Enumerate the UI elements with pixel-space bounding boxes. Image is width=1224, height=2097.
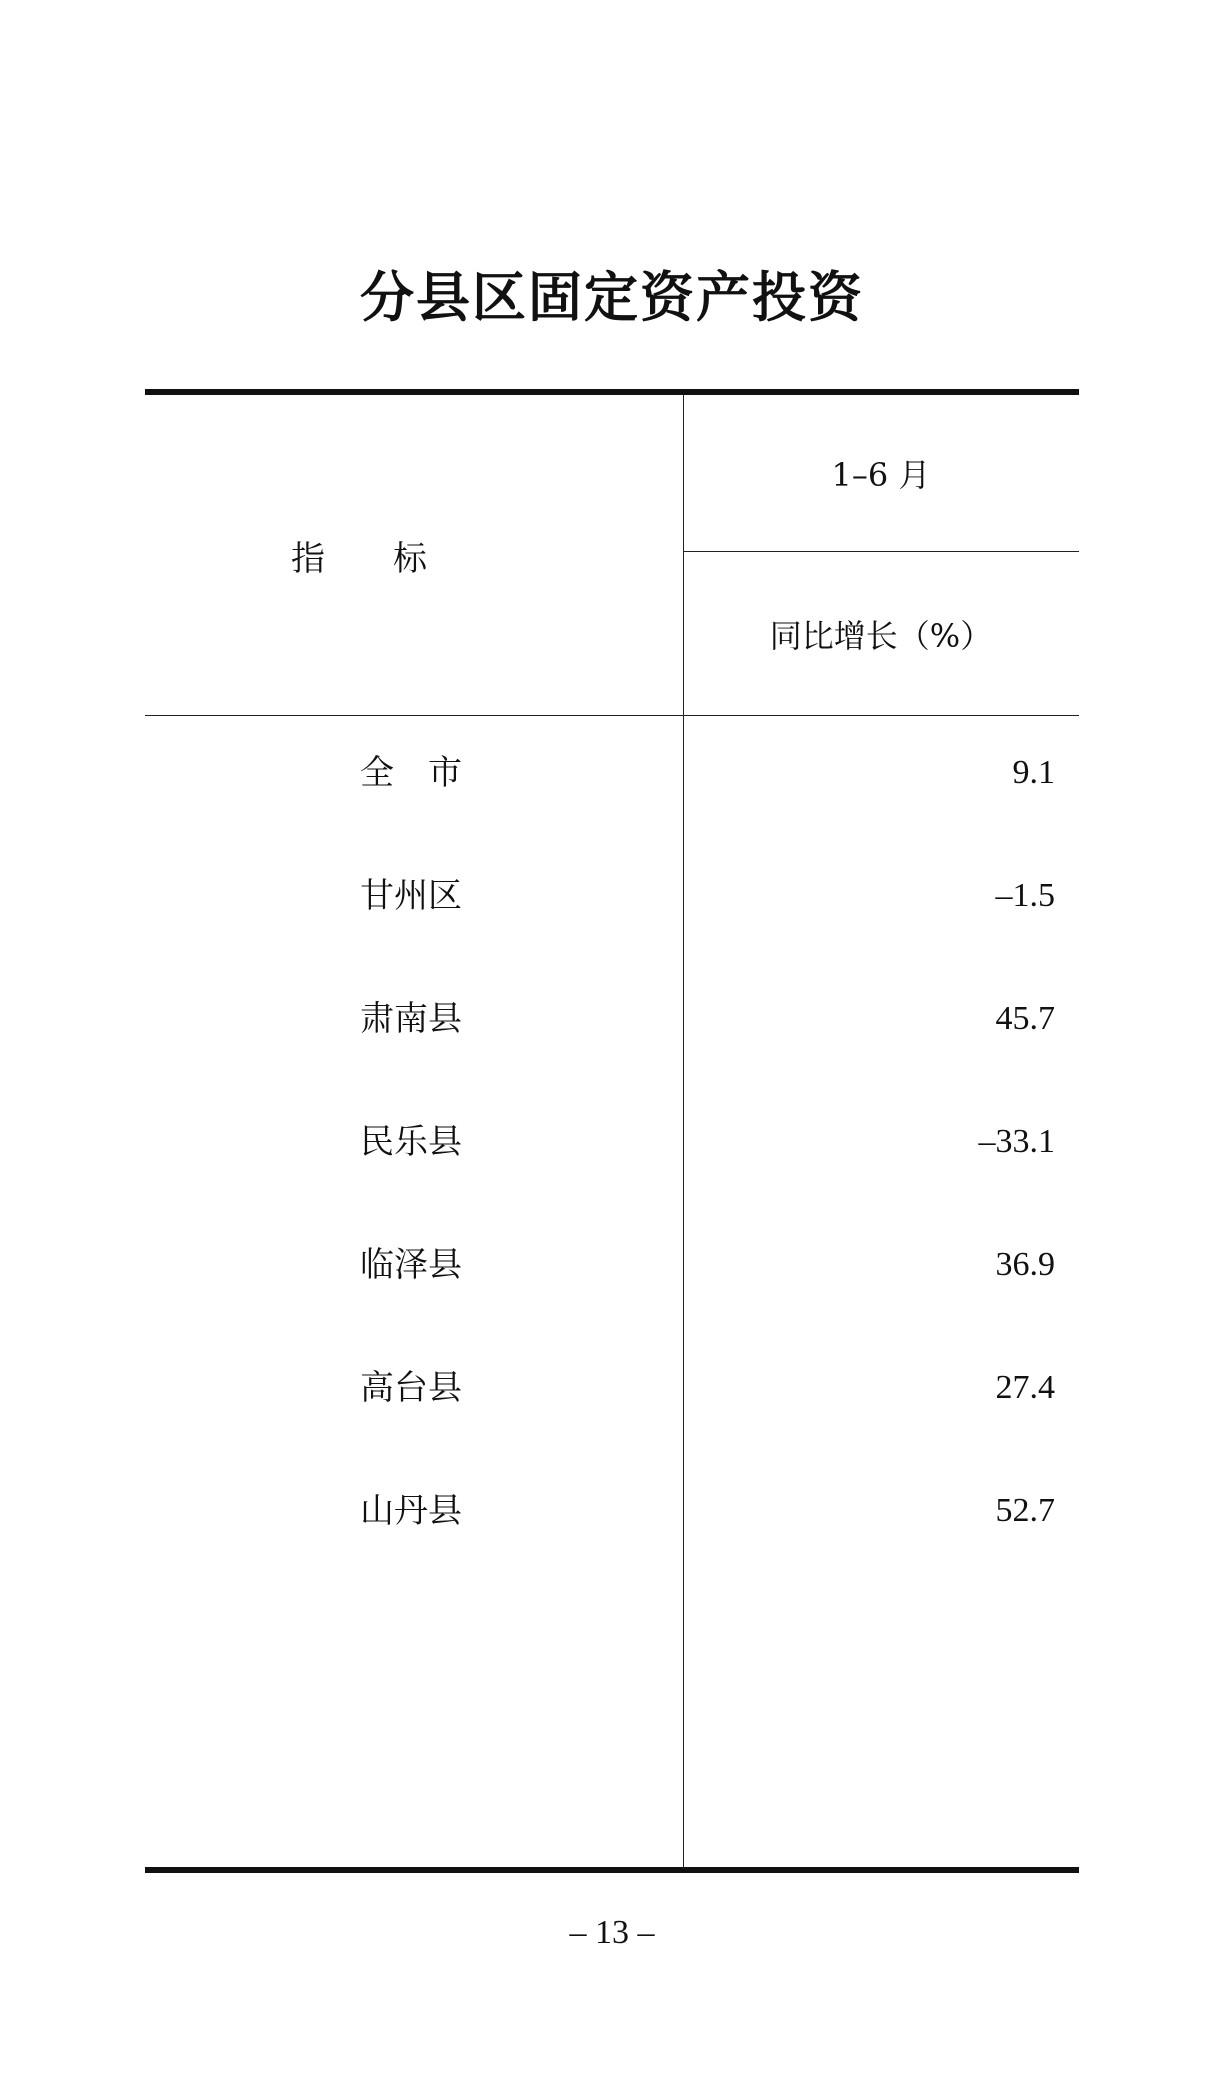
header-metric: 同比增长（%） [769,616,993,655]
table-row [145,989,1079,1049]
table-bottom-rule [145,1867,1079,1873]
table-row [145,1112,1079,1172]
table-row [145,1235,1079,1295]
table-row [145,1481,1079,1541]
row-value: 27.4 [995,1369,1055,1406]
row-value: 9.1 [1012,754,1055,791]
header-period: 1–6 月 [831,456,931,494]
row-value: –33.1 [978,1123,1055,1160]
row-name: 临泽县 [360,1245,462,1285]
header-indicator [145,395,683,715]
header-indicator-label: 指 标 [291,538,427,579]
row-name: 甘州区 [360,876,462,916]
page-title: 分县区固定资产投资 [360,266,864,329]
row-name: 肃南县 [360,999,462,1039]
row-value: 52.7 [995,1492,1055,1529]
row-value: –1.5 [995,877,1055,914]
investment-table [145,389,1079,1873]
page-number: – 13 – [569,1914,655,1951]
row-name: 山丹县 [360,1491,462,1531]
row-name: 全 市 [360,753,462,793]
row-name: 民乐县 [360,1122,462,1162]
row-value: 36.9 [995,1246,1055,1283]
table-body [145,716,1079,1867]
table-row [145,1358,1079,1418]
table-row [145,743,1079,803]
table-row [145,866,1079,926]
row-name: 高台县 [360,1368,462,1408]
row-value: 45.7 [995,1000,1055,1037]
